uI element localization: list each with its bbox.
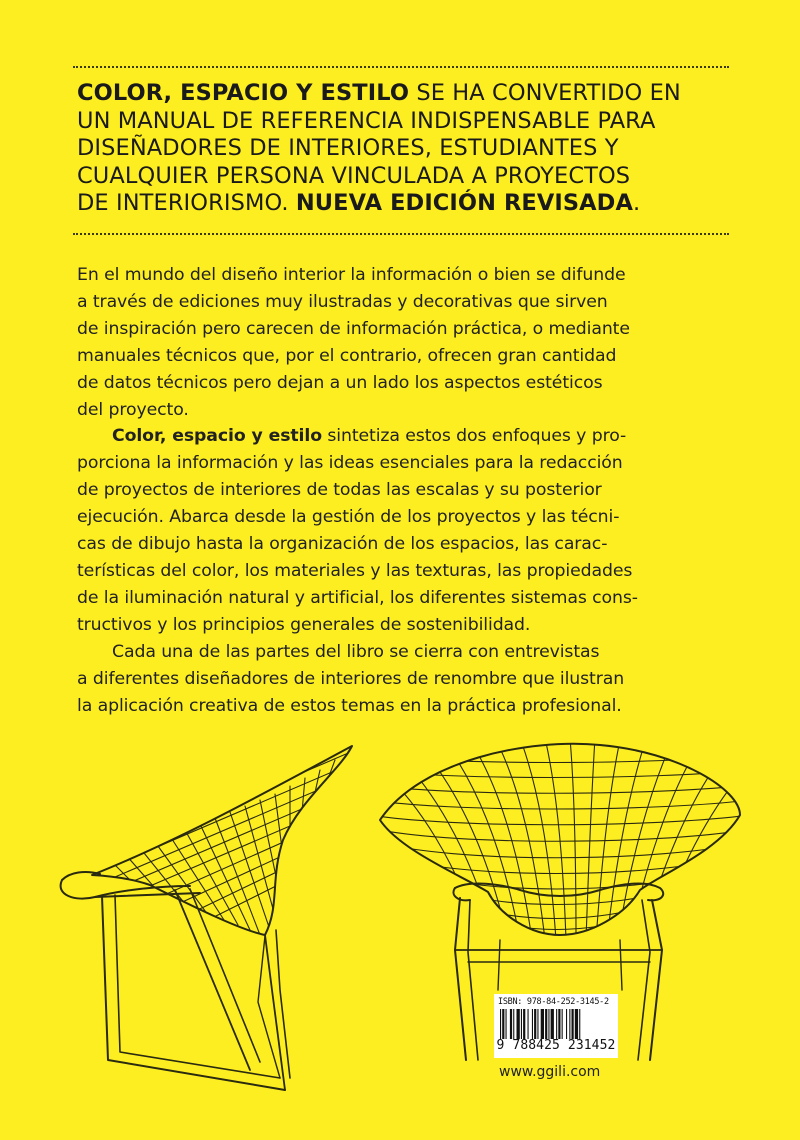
p3-line: Cada una de las partes del libro se cierra con entrevistas bbox=[112, 641, 600, 662]
barcode-bar bbox=[528, 1009, 529, 1039]
headline-line-3: DISEÑADORES DE INTERIORES, ESTUDIANTES Y bbox=[77, 135, 619, 161]
barcode-bar bbox=[551, 1009, 554, 1039]
p2-first-line: Color, espacio y estilo sintetiza estos dos enfoques y pro- bbox=[112, 426, 627, 447]
barcode-bar bbox=[566, 1009, 567, 1039]
p2-line: de proyectos de interiores de todas las escalas y su posterior bbox=[77, 480, 602, 501]
p2-line: cas de dibujo hasta la organización de los espacios, las carac- bbox=[77, 534, 608, 555]
bottom-dotted-divider bbox=[73, 233, 729, 235]
headline-line-5: DE INTERIORISMO. NUEVA EDICIÓN REVISADA. bbox=[77, 190, 641, 216]
p1-line: de datos técnicos pero dejan a un lado los aspectos estéticos bbox=[77, 372, 603, 393]
website-url[interactable]: www.ggili.com bbox=[499, 1064, 601, 1080]
barcode-bar bbox=[562, 1009, 563, 1039]
diamond-chair-side-icon bbox=[61, 736, 360, 1090]
barcode-bar bbox=[537, 1009, 538, 1039]
barcode-bar bbox=[506, 1009, 507, 1039]
barcode-bars bbox=[500, 1009, 612, 1039]
barcode-bar bbox=[556, 1009, 557, 1039]
barcode-bar bbox=[532, 1009, 533, 1039]
p2-line: tructivos y los principios generales de sostenibilidad. bbox=[77, 614, 531, 635]
barcode-bar bbox=[510, 1009, 512, 1039]
headline-line-2: UN MANUAL DE REFERENCIA INDISPENSABLE PARA bbox=[77, 107, 656, 134]
p1-line: a través de ediciones muy ilustradas y decorativas que sirven bbox=[77, 291, 608, 312]
p1-line: En el mundo del diseño interior la información o bien se difunde bbox=[77, 265, 626, 285]
isbn-barcode bbox=[494, 994, 618, 1058]
isbn-label: ISBN: 978-84-252-3145-2 bbox=[498, 997, 609, 1007]
barcode-bar bbox=[534, 1009, 536, 1039]
top-dotted-divider bbox=[73, 66, 729, 68]
barcode-bar bbox=[521, 1009, 522, 1039]
barcode-bar bbox=[523, 1009, 525, 1039]
barcode-bar bbox=[513, 1009, 514, 1039]
p1-line: de inspiración pero carecen de información práctica, o mediante bbox=[77, 318, 630, 339]
p2-line: porciona la información y las ideas esenciales para la redacción bbox=[77, 453, 623, 474]
barcode-bar bbox=[502, 1009, 504, 1039]
p1-line: del proyecto. bbox=[77, 399, 189, 420]
barcode-bar bbox=[548, 1009, 549, 1039]
p3-line: la aplicación creativa de estos temas en la práctica profesional. bbox=[77, 695, 622, 716]
headline-line-4: CUALQUIER PERSONA VINCULADA A PROYECTOS bbox=[77, 162, 631, 189]
ean-digits: 9 788425 231452 bbox=[496, 1038, 616, 1053]
barcode-bar bbox=[579, 1009, 580, 1039]
barcode-bar bbox=[545, 1009, 547, 1039]
headline-line-1: COLOR, ESPACIO Y ESTILO SE HA CONVERTIDO EN bbox=[77, 80, 681, 106]
barcode-bar bbox=[500, 1009, 501, 1039]
body-text bbox=[77, 262, 737, 719]
p2-line: ejecución. Abarca desde la gestión de los proyectos y las técni- bbox=[77, 507, 620, 528]
barcode-bar bbox=[572, 1009, 574, 1039]
headline-block bbox=[77, 80, 757, 218]
barcode-bar bbox=[575, 1009, 578, 1039]
barcode-bar bbox=[517, 1009, 520, 1039]
p1-line: manuales técnicos que, por el contrario, ofrecen gran cantidad bbox=[77, 345, 617, 366]
chair-illustrations bbox=[0, 700, 800, 1140]
p2-line: terísticas del color, los materiales y las texturas, las propiedades bbox=[77, 560, 633, 581]
p2-line: de la iluminación natural y artificial, los diferentes sistemas cons- bbox=[77, 587, 638, 608]
p3-line: a diferentes diseñadores de interiores de renombre que ilustran bbox=[77, 668, 625, 689]
barcode-bar bbox=[558, 1009, 560, 1039]
barcode-bar bbox=[569, 1009, 570, 1039]
barcode-bar bbox=[541, 1009, 544, 1039]
